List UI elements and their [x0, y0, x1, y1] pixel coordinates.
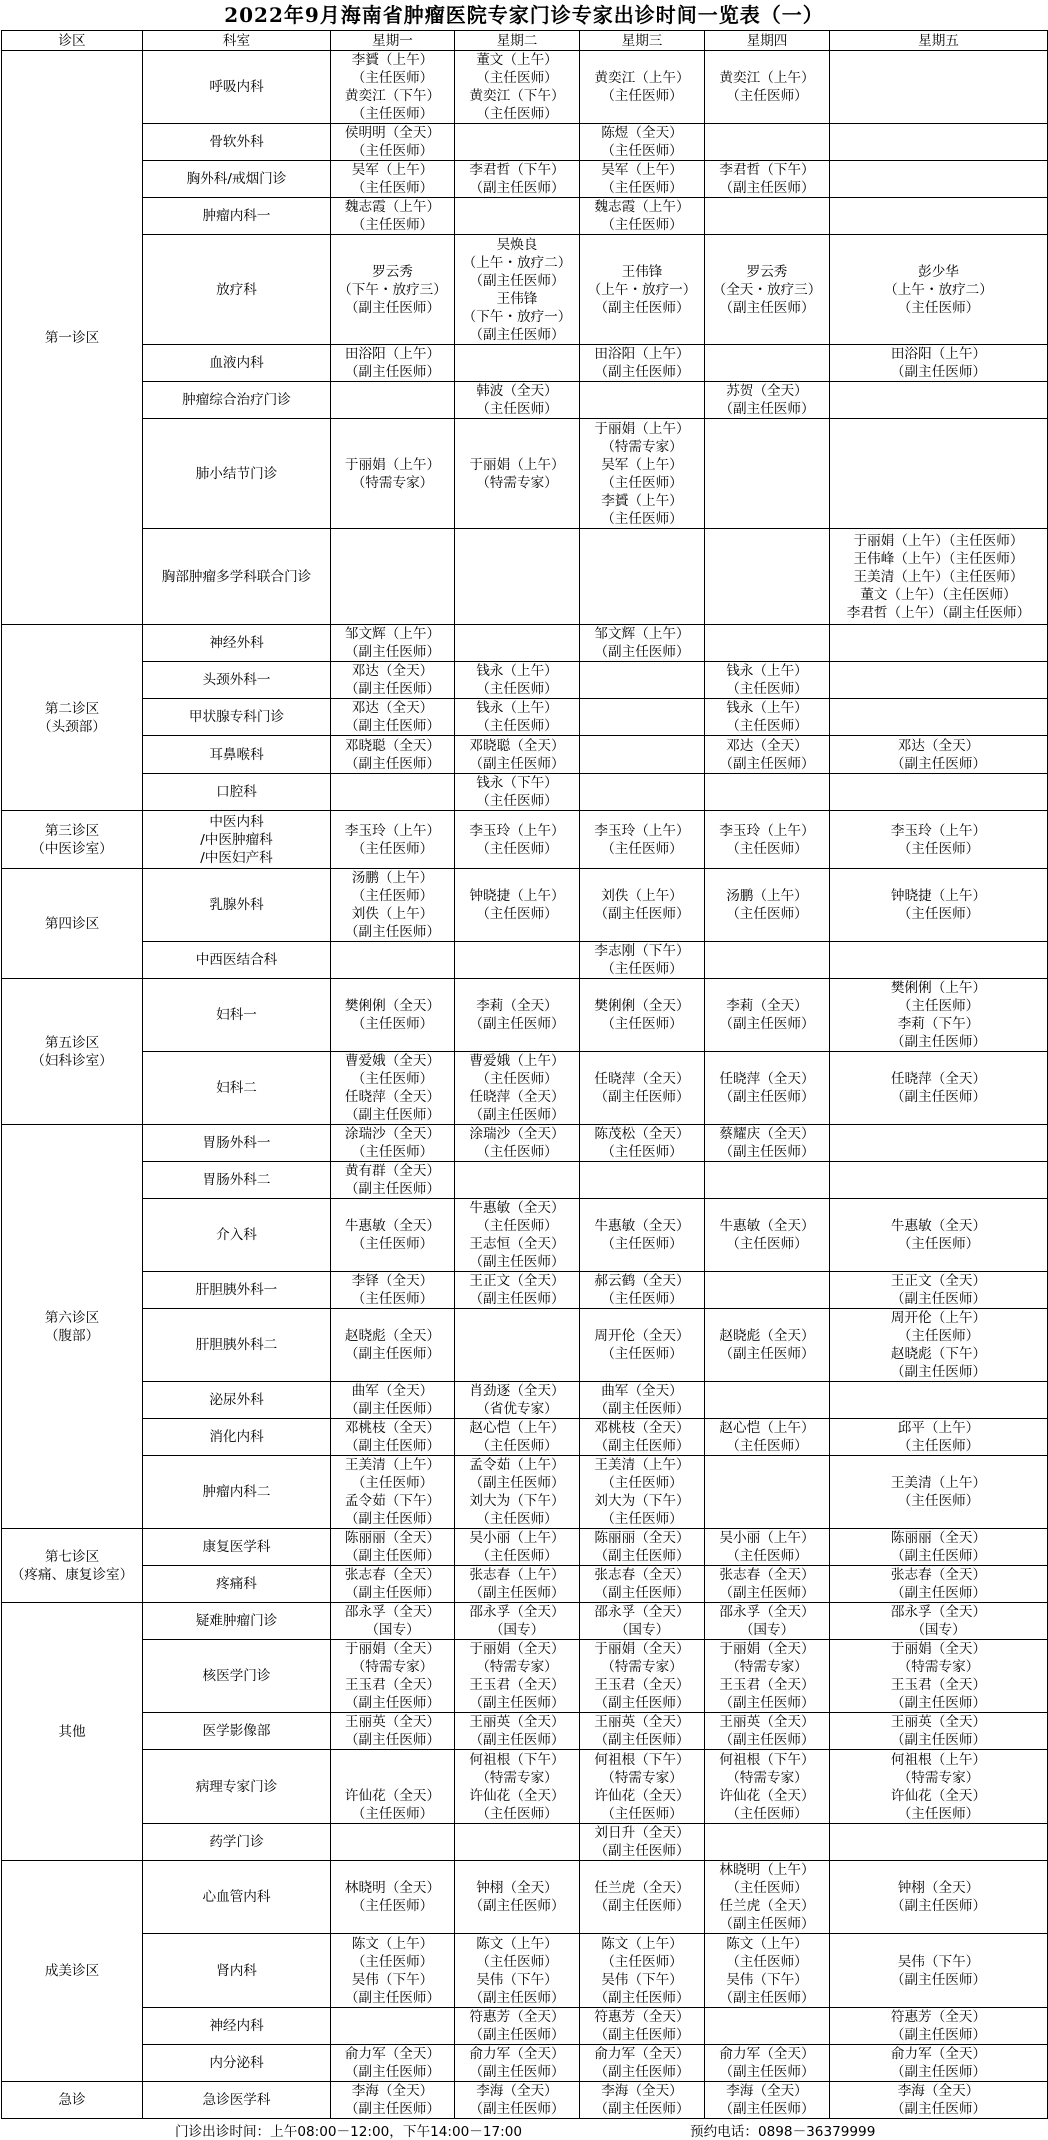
table-row [2, 2082, 1048, 2119]
schedule-cell: 吴小丽（上午） （主任医师） [705, 1529, 830, 1566]
schedule-cell: 李玉玲（上午） （主任医师） [331, 811, 455, 869]
schedule-cell: 陈文（上午） （主任医师） 吴伟（下午） （副主任医师） [331, 1934, 455, 2008]
schedule-table [1, 30, 1048, 2119]
schedule-cell: 周开伦（上午） （主任医师） 赵晓彪（下午） （副主任医师） [830, 1309, 1048, 1382]
dept-cell: 放疗科 [143, 235, 331, 345]
schedule-cell: 于丽娟（全天） （特需专家） 王玉君（全天） （副主任医师） [580, 1640, 705, 1713]
dept-cell: 中医内科 /中医肿瘤科 /中医妇产科 [143, 811, 331, 869]
schedule-cell: 吴小丽（上午） （主任医师） [455, 1529, 580, 1566]
schedule-cell: 陈文（上午） （主任医师） 吴伟（下午） （副主任医师） [705, 1934, 830, 2008]
schedule-cell: 陈文（上午） （主任医师） 吴伟（下午） （副主任医师） [580, 1934, 705, 2008]
schedule-cell: 于丽娟（上午） （特需专家） [331, 419, 455, 529]
schedule-cell: 周开伦（全天） （主任医师） [580, 1309, 705, 1382]
schedule-cell: 李海（全天） （副主任医师） [455, 2082, 580, 2119]
table-row [2, 2045, 1048, 2082]
schedule-cell: 钱永（上午） （主任医师） [455, 699, 580, 736]
area-cell: 其他 [2, 1603, 143, 1861]
table-row [2, 1272, 1048, 1309]
table-row [2, 529, 1048, 625]
schedule-cell: 王正文（全天） （副主任医师） [830, 1272, 1048, 1309]
dept-cell: 肿瘤内科二 [143, 1456, 331, 1529]
schedule-cell [705, 419, 830, 529]
table-row [2, 811, 1048, 869]
schedule-cell: 何祖根（下午） （特需专家） 许仙花（全天） （主任医师） [455, 1750, 580, 1824]
schedule-cell: 王伟锋 （上午・放疗一） （副主任医师） [580, 235, 705, 345]
schedule-cell: 邵永孚（全天） （国专） [580, 1603, 705, 1640]
dept-cell: 骨软外科 [143, 124, 331, 161]
dept-cell: 泌尿外科 [143, 1382, 331, 1419]
table-row [2, 382, 1048, 419]
table-row [2, 1603, 1048, 1640]
schedule-cell [705, 2008, 830, 2045]
schedule-cell: 俞力军（全天） （副主任医师） [331, 2045, 455, 2082]
schedule-cell: 林晓明（上午） （主任医师） 任兰虎（全天） （副主任医师） [705, 1861, 830, 1934]
schedule-cell: 牛惠敏（全天） （主任医师） [580, 1199, 705, 1272]
schedule-cell: 俞力军（全天） （副主任医师） [580, 2045, 705, 2082]
table-row [2, 1382, 1048, 1419]
schedule-cell [455, 942, 580, 979]
table-row [2, 124, 1048, 161]
schedule-cell: 于丽娟（上午）（主任医师） 王伟峰（上午）（主任医师） 王美清（上午）（主任医师） 董文（上午）（主任医师） 李君哲（上午）（副主任医师） [830, 529, 1048, 625]
schedule-cell [455, 1162, 580, 1199]
schedule-cell: 李君哲（下午） （副主任医师） [455, 161, 580, 198]
schedule-cell [580, 382, 705, 419]
schedule-cell: 邓达（全天） （副主任医师） [705, 736, 830, 774]
schedule-cell: 钱永（上午） （主任医师） [705, 662, 830, 699]
table-row [2, 2008, 1048, 2045]
schedule-cell: 牛惠敏（全天） （主任医师） [830, 1199, 1048, 1272]
schedule-cell: 牛惠敏（全天） （主任医师） [705, 1199, 830, 1272]
schedule-cell: 涂瑞沙（全天） （主任医师） [331, 1125, 455, 1162]
schedule-cell: 吴军（上午） （主任医师） [331, 161, 455, 198]
schedule-cell: 李玉玲（上午） （主任医师） [830, 811, 1048, 869]
schedule-cell [580, 1162, 705, 1199]
schedule-cell: 曹爱娥（上午） （主任医师） 任晓萍（全天） （副主任医师） [455, 1052, 580, 1125]
table-row [2, 736, 1048, 774]
dept-cell: 头颈外科一 [143, 662, 331, 699]
schedule-cell: 黄有群（全天） （副主任医师） [331, 1162, 455, 1199]
schedule-cell: 吴伟（下午） （副主任医师） [830, 1934, 1048, 2008]
schedule-cell: 钱永（下午） （主任医师） [455, 774, 580, 811]
schedule-cell [830, 774, 1048, 811]
schedule-cell: 邓晓聪（全天） （副主任医师） [455, 736, 580, 774]
table-row [2, 51, 1048, 124]
table-row [2, 1199, 1048, 1272]
schedule-cell [830, 1125, 1048, 1162]
schedule-cell: 任晓萍（全天） （副主任医师） [580, 1052, 705, 1125]
dept-cell: 妇科二 [143, 1052, 331, 1125]
schedule-cell: 田浴阳（上午） （副主任医师） [331, 345, 455, 382]
schedule-cell: 俞力军（全天） （副主任医师） [455, 2045, 580, 2082]
schedule-cell [705, 1824, 830, 1861]
table-row [2, 345, 1048, 382]
schedule-cell: 赵晓彪（全天） （副主任医师） [705, 1309, 830, 1382]
schedule-cell: 牛惠敏（全天） （主任医师） [331, 1199, 455, 1272]
schedule-cell [580, 662, 705, 699]
schedule-cell [830, 662, 1048, 699]
table-row [2, 1052, 1048, 1125]
table-row [2, 1824, 1048, 1861]
schedule-cell: 林晓明（全天） （主任医师） [331, 1861, 455, 1934]
schedule-cell: 邓桃枝（全天） （副主任医师） [331, 1419, 455, 1456]
schedule-cell: 李志刚（下午） （主任医师） [580, 942, 705, 979]
dept-cell: 肿瘤综合治疗门诊 [143, 382, 331, 419]
table-row [2, 235, 1048, 345]
schedule-cell [705, 1456, 830, 1529]
schedule-cell: 刘佚（上午） （副主任医师） [580, 869, 705, 942]
schedule-cell [705, 1382, 830, 1419]
dept-cell: 甲状腺专科门诊 [143, 699, 331, 736]
schedule-cell: 王美清（上午） （主任医师） [830, 1456, 1048, 1529]
schedule-cell: 何祖根（上午） （特需专家） 许仙花（全天） （主任医师） [830, 1750, 1048, 1824]
schedule-cell [705, 345, 830, 382]
table-row [2, 419, 1048, 529]
schedule-cell: 刘日升（全天） （副主任医师） [580, 1824, 705, 1861]
dept-cell: 康复医学科 [143, 1529, 331, 1566]
table-row [2, 1456, 1048, 1529]
dept-cell: 肿瘤内科一 [143, 198, 331, 235]
schedule-cell: 吴焕良 （上午・放疗二） （副主任医师） 王伟锋 （下午・放疗一） （副主任医师） [455, 235, 580, 345]
header-row [2, 31, 1048, 51]
dept-cell: 心血管内科 [143, 1861, 331, 1934]
schedule-cell: 韩波（全天） （主任医师） [455, 382, 580, 419]
schedule-cell: 牛惠敏（全天） （主任医师） 王志恒（全天） （副主任医师） [455, 1199, 580, 1272]
schedule-cell: 张志春（全天） （副主任医师） [705, 1566, 830, 1603]
schedule-cell: 李贇（上午） （主任医师） 黄奕江（下午） （主任医师） [331, 51, 455, 124]
schedule-cell: 李海（全天） （副主任医师） [331, 2082, 455, 2119]
schedule-cell: 李海（全天） （副主任医师） [580, 2082, 705, 2119]
header-dept: 科室 [143, 31, 331, 51]
schedule-cell: 俞力军（全天） （副主任医师） [830, 2045, 1048, 2082]
schedule-cell: 王美清（上午） （主任医师） 刘大为（下午） （主任医师） [580, 1456, 705, 1529]
footer [0, 2119, 1048, 2139]
schedule-cell: 王丽英（全天） （副主任医师） [331, 1713, 455, 1750]
schedule-cell: 涂瑞沙（全天） （主任医师） [455, 1125, 580, 1162]
schedule-cell: 蔡耀庆（全天） （副主任医师） [705, 1125, 830, 1162]
schedule-cell: 钟晓捷（上午） （主任医师） [830, 869, 1048, 942]
schedule-cell [830, 51, 1048, 124]
schedule-cell: 张志春（全天） （副主任医师） [580, 1566, 705, 1603]
schedule-cell: 符惠芳（全天） （副主任医师） [455, 2008, 580, 2045]
schedule-cell: 钱永（上午） （主任医师） [705, 699, 830, 736]
schedule-cell: 任兰虎（全天） （副主任医师） [580, 1861, 705, 1934]
dept-cell: 胃肠外科二 [143, 1162, 331, 1199]
schedule-cell [705, 198, 830, 235]
schedule-cell [331, 382, 455, 419]
schedule-body [2, 51, 1048, 2119]
schedule-cell: 于丽娟（上午） （特需专家） [455, 419, 580, 529]
dept-cell: 肺小结节门诊 [143, 419, 331, 529]
schedule-cell [705, 529, 830, 625]
schedule-cell: 李海（全天） （副主任医师） [705, 2082, 830, 2119]
schedule-cell: 于丽娟（全天） （特需专家） 王玉君（全天） （副主任医师） [455, 1640, 580, 1713]
schedule-cell: 吴军（上午） （主任医师） [580, 161, 705, 198]
area-cell: 第三诊区 （中医诊室） [2, 811, 143, 869]
booking-phone: 预约电话：0898－36379999 [690, 2124, 876, 2140]
schedule-cell: 陈茂松（全天） （主任医师） [580, 1125, 705, 1162]
header-fri: 星期五 [830, 31, 1048, 51]
table-row [2, 161, 1048, 198]
schedule-cell: 苏贺（全天） （副主任医师） [705, 382, 830, 419]
schedule-cell: 于丽娟（全天） （特需专家） 王玉君（全天） （副主任医师） [331, 1640, 455, 1713]
schedule-cell: 于丽娟（上午） （特需专家） 吴军（上午） （主任医师） 李贇（上午） （主任医师） [580, 419, 705, 529]
schedule-cell: 李海（全天） （副主任医师） [830, 2082, 1048, 2119]
dept-cell: 中西医结合科 [143, 942, 331, 979]
table-row [2, 1750, 1048, 1824]
dept-cell: 肝胆胰外科二 [143, 1309, 331, 1382]
schedule-cell [830, 161, 1048, 198]
schedule-cell: 黄奕江（上午） （主任医师） [705, 51, 830, 124]
dept-cell: 疼痛科 [143, 1566, 331, 1603]
dept-cell: 药学门诊 [143, 1824, 331, 1861]
table-row [2, 198, 1048, 235]
header-wed: 星期三 [580, 31, 705, 51]
dept-cell: 内分泌科 [143, 2045, 331, 2082]
schedule-cell [455, 345, 580, 382]
schedule-cell: 于丽娟（全天） （特需专家） 王玉君（全天） （副主任医师） [830, 1640, 1048, 1713]
schedule-cell: 魏志霞（上午） （主任医师） [580, 198, 705, 235]
schedule-cell [830, 198, 1048, 235]
table-row [2, 1566, 1048, 1603]
area-cell: 第一诊区 [2, 51, 143, 625]
schedule-cell: 郝云鹤（全天） （主任医师） [580, 1272, 705, 1309]
area-cell: 第二诊区 （头颈部） [2, 625, 143, 811]
schedule-cell: 钟栩（全天） （副主任医师） [455, 1861, 580, 1934]
dept-cell: 妇科一 [143, 979, 331, 1052]
schedule-cell: 邓晓聪（全天） （副主任医师） [331, 736, 455, 774]
schedule-cell: 钟晓捷（上午） （主任医师） [455, 869, 580, 942]
schedule-cell [455, 124, 580, 161]
table-row [2, 1713, 1048, 1750]
schedule-cell: 邹文辉（上午） （副主任医师） [580, 625, 705, 662]
dept-cell: 肝胆胰外科一 [143, 1272, 331, 1309]
schedule-cell: 钟栩（全天） （副主任医师） [830, 1861, 1048, 1934]
schedule-cell: 何祖根（下午） （特需专家） 许仙花（全天） （主任医师） [580, 1750, 705, 1824]
schedule-cell [455, 625, 580, 662]
schedule-cell [331, 2008, 455, 2045]
schedule-cell [455, 198, 580, 235]
area-cell: 第五诊区 （妇科诊室） [2, 979, 143, 1125]
schedule-cell: 邓达（全天） （副主任医师） [331, 662, 455, 699]
schedule-cell: 王美清（上午） （主任医师） 孟令茹（下午） （副主任医师） [331, 1456, 455, 1529]
schedule-cell: 侯明明（全天） （主任医师） [331, 124, 455, 161]
schedule-cell: 曹爱娥（全天） （主任医师） 任晓萍（全天） （副主任医师） [331, 1052, 455, 1125]
schedule-cell: 王正文（全天） （副主任医师） [455, 1272, 580, 1309]
schedule-cell: 陈丽丽（全天） （副主任医师） [830, 1529, 1048, 1566]
schedule-cell: 李君哲（下午） （副主任医师） [705, 161, 830, 198]
schedule-cell [705, 942, 830, 979]
schedule-cell: 任晓萍（全天） （副主任医师） [830, 1052, 1048, 1125]
schedule-cell: 李玉玲（上午） （主任医师） [580, 811, 705, 869]
schedule-cell: 邵永孚（全天） （国专） [455, 1603, 580, 1640]
header-tue: 星期二 [455, 31, 580, 51]
schedule-cell: 汤鹏（上午） （主任医师） [705, 869, 830, 942]
dept-cell: 呼吸内科 [143, 51, 331, 124]
schedule-cell: 樊俐俐（上午） （主任医师） 李莉（下午） （副主任医师） [830, 979, 1048, 1052]
schedule-cell: 赵心恺（上午） （主任医师） [705, 1419, 830, 1456]
table-row [2, 1529, 1048, 1566]
schedule-cell: 李玉玲（上午） （主任医师） [705, 811, 830, 869]
schedule-cell: 任晓萍（全天） （副主任医师） [705, 1052, 830, 1125]
dept-cell: 耳鼻喉科 [143, 736, 331, 774]
table-row [2, 942, 1048, 979]
schedule-cell [830, 1162, 1048, 1199]
schedule-cell: 李莉（全天） （副主任医师） [455, 979, 580, 1052]
schedule-cell [580, 774, 705, 811]
schedule-cell: 许仙花（全天） （主任医师） [331, 1750, 455, 1824]
dept-cell: 急诊医学科 [143, 2082, 331, 2119]
dept-cell: 肾内科 [143, 1934, 331, 2008]
schedule-cell: 张志春（全天） （副主任医师） [830, 1566, 1048, 1603]
schedule-cell: 张志春（全天） （副主任医师） [331, 1566, 455, 1603]
schedule-cell: 何祖根（下午） （特需专家） 许仙花（全天） （主任医师） [705, 1750, 830, 1824]
schedule-cell: 邹文辉（上午） （副主任医师） [331, 625, 455, 662]
schedule-cell: 田浴阳（上午） （副主任医师） [830, 345, 1048, 382]
header-mon: 星期一 [331, 31, 455, 51]
dept-cell: 乳腺外科 [143, 869, 331, 942]
schedule-cell [705, 625, 830, 662]
schedule-cell: 邓桃枝（全天） （副主任医师） [580, 1419, 705, 1456]
schedule-cell [830, 124, 1048, 161]
dept-cell: 介入科 [143, 1199, 331, 1272]
table-row [2, 979, 1048, 1052]
dept-cell: 消化内科 [143, 1419, 331, 1456]
schedule-cell [830, 1824, 1048, 1861]
schedule-cell [830, 382, 1048, 419]
schedule-cell [580, 529, 705, 625]
schedule-cell: 邱平（上午） （主任医师） [830, 1419, 1048, 1456]
schedule-cell [705, 774, 830, 811]
schedule-cell: 田浴阳（上午） （副主任医师） [580, 345, 705, 382]
table-row [2, 869, 1048, 942]
schedule-cell: 罗云秀 （下午・放疗三） （副主任医师） [331, 235, 455, 345]
page-title: 2022年9月海南省肿瘤医院专家门诊专家出诊时间一览表（一） [224, 3, 824, 27]
table-row [2, 1419, 1048, 1456]
dept-cell: 神经内科 [143, 2008, 331, 2045]
schedule-cell: 王丽英（全天） （副主任医师） [580, 1713, 705, 1750]
schedule-cell: 俞力军（全天） （副主任医师） [705, 2045, 830, 2082]
schedule-cell [455, 1824, 580, 1861]
schedule-cell: 于丽娟（全天） （特需专家） 王玉君（全天） （副主任医师） [705, 1640, 830, 1713]
table-row [2, 1861, 1048, 1934]
schedule-cell: 彭少华 （上午・放疗二） （主任医师） [830, 235, 1048, 345]
dept-cell: 核医学门诊 [143, 1640, 331, 1713]
schedule-cell: 魏志霞（上午） （主任医师） [331, 198, 455, 235]
schedule-cell: 曲军（全天） （副主任医师） [331, 1382, 455, 1419]
table-row [2, 1162, 1048, 1199]
dept-cell: 神经外科 [143, 625, 331, 662]
schedule-cell [830, 699, 1048, 736]
schedule-cell: 肖劲逐（全天） （省优专家） [455, 1382, 580, 1419]
schedule-cell: 符惠芳（全天） （副主任医师） [580, 2008, 705, 2045]
dept-cell: 疑难肿瘤门诊 [143, 1603, 331, 1640]
table-row [2, 625, 1048, 662]
header-area: 诊区 [2, 31, 143, 51]
schedule-cell: 邵永孚（全天） （国专） [331, 1603, 455, 1640]
schedule-cell: 李莉（全天） （副主任医师） [705, 979, 830, 1052]
header-thu: 星期四 [705, 31, 830, 51]
schedule-cell: 符惠芳（全天） （副主任医师） [830, 2008, 1048, 2045]
schedule-cell: 赵心恺（上午） （主任医师） [455, 1419, 580, 1456]
schedule-cell [830, 1382, 1048, 1419]
schedule-cell: 黄奕江（上午） （主任医师） [580, 51, 705, 124]
schedule-cell [580, 736, 705, 774]
schedule-cell: 樊俐俐（全天） （主任医师） [331, 979, 455, 1052]
schedule-cell [331, 774, 455, 811]
schedule-cell [830, 625, 1048, 662]
table-row [2, 774, 1048, 811]
schedule-cell [580, 699, 705, 736]
schedule-cell [830, 942, 1048, 979]
dept-cell: 胸外科/戒烟门诊 [143, 161, 331, 198]
schedule-cell: 李铎（全天） （主任医师） [331, 1272, 455, 1309]
schedule-cell [455, 529, 580, 625]
schedule-cell: 陈丽丽（全天） （副主任医师） [331, 1529, 455, 1566]
dept-cell: 胸部肿瘤多学科联合门诊 [143, 529, 331, 625]
schedule-cell: 陈煜（全天） （主任医师） [580, 124, 705, 161]
schedule-cell: 陈文（上午） （主任医师） 吴伟（下午） （副主任医师） [455, 1934, 580, 2008]
table-row [2, 662, 1048, 699]
schedule-cell: 张志春（上午） （副主任医师） [455, 1566, 580, 1603]
schedule-cell: 邓达（全天） （副主任医师） [331, 699, 455, 736]
schedule-cell: 汤鹏（上午） （主任医师） 刘佚（上午） （副主任医师） [331, 869, 455, 942]
schedule-cell: 曲军（全天） （副主任医师） [580, 1382, 705, 1419]
schedule-cell [455, 1309, 580, 1382]
schedule-cell [705, 1162, 830, 1199]
dept-cell: 病理专家门诊 [143, 1750, 331, 1824]
schedule-cell: 王丽英（全天） （副主任医师） [705, 1713, 830, 1750]
table-row [2, 699, 1048, 736]
schedule-cell [331, 529, 455, 625]
table-row [2, 1309, 1048, 1382]
area-cell: 第四诊区 [2, 869, 143, 979]
schedule-cell: 董文（上午） （主任医师） 黄奕江（下午） （主任医师） [455, 51, 580, 124]
schedule-cell [705, 1272, 830, 1309]
schedule-cell: 樊俐俐（全天） （主任医师） [580, 979, 705, 1052]
clinic-hours: 门诊出诊时间：上午08:00－12:00，下午14:00－17:00 [175, 2124, 523, 2140]
area-cell: 成美诊区 [2, 1861, 143, 2082]
area-cell: 第七诊区 （疼痛、康复诊室） [2, 1529, 143, 1603]
schedule-cell: 李玉玲（上午） （主任医师） [455, 811, 580, 869]
table-row [2, 1125, 1048, 1162]
schedule-cell: 王丽英（全天） （副主任医师） [830, 1713, 1048, 1750]
schedule-cell: 赵晓彪（全天） （副主任医师） [331, 1309, 455, 1382]
schedule-cell: 邓达（全天） （副主任医师） [830, 736, 1048, 774]
schedule-cell [705, 124, 830, 161]
dept-cell: 口腔科 [143, 774, 331, 811]
table-row [2, 1934, 1048, 2008]
schedule-cell: 邵永孚（全天） （国专） [830, 1603, 1048, 1640]
table-row [2, 1640, 1048, 1713]
dept-cell: 胃肠外科一 [143, 1125, 331, 1162]
dept-cell: 医学影像部 [143, 1713, 331, 1750]
dept-cell: 血液内科 [143, 345, 331, 382]
schedule-cell: 孟令茹（上午） （副主任医师） 刘大为（下午） （主任医师） [455, 1456, 580, 1529]
schedule-cell: 邵永孚（全天） （国专） [705, 1603, 830, 1640]
schedule-cell [830, 419, 1048, 529]
schedule-cell: 陈丽丽（全天） （副主任医师） [580, 1529, 705, 1566]
schedule-cell: 王丽英（全天） （副主任医师） [455, 1713, 580, 1750]
schedule-cell: 罗云秀 （全天・放疗三） （副主任医师） [705, 235, 830, 345]
area-cell: 急诊 [2, 2082, 143, 2119]
area-cell: 第六诊区 （腹部） [2, 1125, 143, 1529]
schedule-cell [331, 942, 455, 979]
schedule-cell: 钱永（上午） （主任医师） [455, 662, 580, 699]
schedule-cell [331, 1824, 455, 1861]
